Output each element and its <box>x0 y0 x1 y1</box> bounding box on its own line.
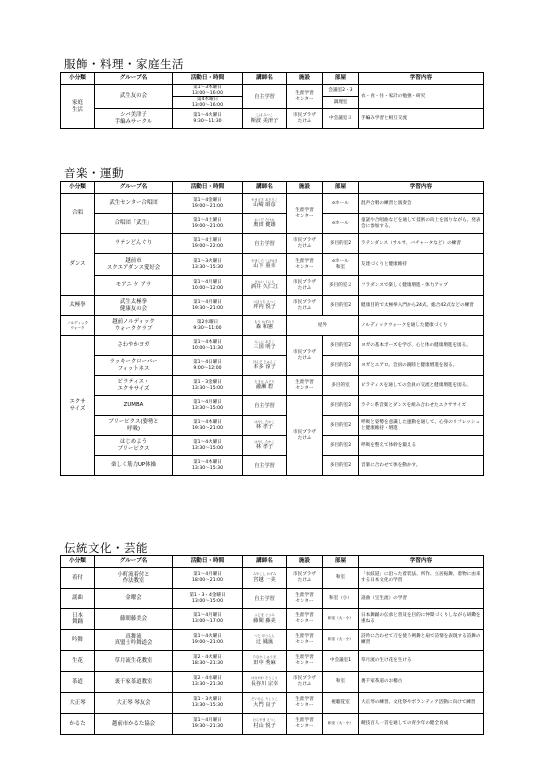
instructor-ruby: はせがわ そうこう <box>251 676 278 681</box>
instructor <box>243 672 287 693</box>
group-name: ラテンどんぐり <box>95 234 173 254</box>
section-title: 音楽・運動 <box>64 166 124 180</box>
content: 日本舞踊の伝承と普及を目的に仲間づくりしながら研鑽を重ねる <box>359 609 484 630</box>
instructor-ruby: もり かずのり <box>254 319 275 324</box>
instructor <box>243 609 287 630</box>
instructor <box>243 436 287 456</box>
section-title: 伝統文化・芸能 <box>64 541 148 555</box>
instructor-ruby: おくだ たけお <box>254 217 275 222</box>
instructor-name: 田中 秀麻 <box>253 659 276 666</box>
table-row <box>61 376 484 396</box>
schedule-time: 第1・3・4金曜日 13:00～15:00 <box>173 589 243 609</box>
table-row <box>61 456 484 476</box>
instructor <box>243 336 287 356</box>
schedule-time: 第1・3火曜日 13:30～15:30 <box>173 693 243 714</box>
instructor-name: 林 孝子 <box>255 444 274 451</box>
col-header: 小分類 <box>61 73 95 85</box>
content: 手編み学習と相互交流 <box>359 109 484 129</box>
facility: 生涯学習 センター <box>287 609 323 630</box>
instructor-name: 三国 明子 <box>253 344 276 351</box>
instructor-name: 大門 良子 <box>253 701 276 708</box>
facility: 市民プラザ たけふ <box>287 234 323 254</box>
table-row <box>61 336 484 356</box>
room: 多目的室 <box>323 376 359 396</box>
table-row <box>61 672 484 693</box>
facility: 市民プラザ たけふ <box>287 396 323 476</box>
category-cell: 生花 <box>61 651 95 672</box>
content: 健康目的で太極拳入門から24式、総合42式などの練習 <box>359 296 484 316</box>
facility: 市民プラザ たけふ <box>287 109 323 129</box>
facility: 生涯学習 センター <box>287 376 323 396</box>
instructor-name: 瀧瀬 碧 <box>255 384 274 391</box>
category-cell: 吟舞 <box>61 630 95 651</box>
schedule-time: 第1～4金曜日 19:00～21:00 <box>173 194 243 214</box>
table-row <box>61 589 484 609</box>
table-row <box>61 296 484 316</box>
instructor-ruby: はやし たかこ <box>254 419 275 424</box>
schedule-time: 第2・4水曜日 13:30～21:30 <box>173 672 243 693</box>
group-name: ZUMBA <box>95 396 173 416</box>
table-row <box>61 234 484 254</box>
content: 競技百人一首を通しての青少年の健全育成 <box>359 714 484 735</box>
facility: 屋外 <box>287 316 359 336</box>
table-row <box>61 396 484 416</box>
schedule-table <box>60 72 484 129</box>
content: ヨガの基本ポーズを学び、心と体の健康増進を図る。 <box>359 336 484 356</box>
content: 友達づくりと健康維持 <box>359 254 484 276</box>
instructor <box>243 630 287 651</box>
room: 和室（小） <box>323 589 359 609</box>
room: eホール <box>323 214 359 234</box>
schedule-time: 第1～4月曜日 19:30～21:00 <box>173 296 243 316</box>
instructor-ruby: たきせ みどり <box>254 379 275 384</box>
facility: 生涯学習 センター <box>287 630 323 651</box>
instructor <box>243 194 287 214</box>
group-name: 小町流着付と 作法教室 <box>95 568 173 589</box>
facility: 市民プラザ たけふ <box>287 296 323 316</box>
table-row <box>61 85 484 97</box>
instructor-ruby: つぼうち えつこ <box>252 299 277 304</box>
instructor-name: 奥田 健雄 <box>253 222 276 229</box>
table-row <box>61 276 484 296</box>
table-row <box>61 651 484 672</box>
table-row <box>61 416 484 436</box>
table-header <box>61 73 484 85</box>
col-header: 学習内容 <box>359 73 484 85</box>
instructor-name: 宮越 一美 <box>253 576 276 583</box>
category-cell: エクサ サイズ <box>61 336 95 476</box>
instructor <box>243 254 287 276</box>
facility: 市民プラザ たけふ <box>287 276 323 296</box>
category-cell: 日本 舞踊 <box>61 609 95 630</box>
content: 大正琴の練習。文化祭やボランティア活動に向けて練習 <box>359 693 484 714</box>
schedule-time: 第4木曜日 13:00～16:00 <box>173 97 243 109</box>
col-header: 活動日・時間 <box>173 182 243 194</box>
instructor <box>243 356 287 376</box>
group-name: ラッキークローバー フィットネス <box>95 356 173 376</box>
schedule-time: 第1～4日曜日 9:00～12:00 <box>173 356 243 376</box>
room: 視聴覚室 <box>323 693 359 714</box>
col-header: 講師名 <box>243 73 287 85</box>
schedule-time: 第1～4土曜日 19:00～22:00 <box>173 234 243 254</box>
room: 調理室 <box>323 97 359 109</box>
col-header: 施設 <box>287 556 323 568</box>
content: 呼吸と姿勢を意識した運動を通して、心身のリフレッシュと健康維持・増進 <box>359 416 484 436</box>
room: 和室 <box>323 672 359 693</box>
group-name: 越前ノルディック ウォーククラブ <box>95 316 173 336</box>
group-name: ピラティス・ エクササイズ <box>95 376 173 396</box>
room: eホール <box>323 194 359 214</box>
category-cell: 謡曲 <box>61 589 95 609</box>
schedule-time: 第1～4土曜日 19:00～21:00 <box>173 214 243 234</box>
category-cell: 茶道 <box>61 672 95 693</box>
instructor-name: 林 孝子 <box>255 424 274 431</box>
instructor-ruby: みやこし かずみ <box>252 572 277 577</box>
instructor-name: 斯波 美津子 <box>250 117 279 124</box>
schedule-time: 第2・4火曜日 18:30～21:30 <box>173 651 243 672</box>
room: 多目的室2 <box>323 396 359 416</box>
col-header: 活動日・時間 <box>173 73 243 85</box>
group-name: 武生友の会 <box>95 85 173 109</box>
col-header: 部屋 <box>323 182 359 194</box>
schedule-time: 第2水曜日 9:30～11:00 <box>173 316 243 336</box>
category-cell: 合唱 <box>61 194 95 234</box>
group-name: 越前市 スクエアダンス愛好会 <box>95 254 173 276</box>
col-header: グループ名 <box>95 73 173 85</box>
group-name: 武生太極拳 健康友の会 <box>95 296 173 316</box>
col-header: 小分類 <box>61 556 95 568</box>
table-header <box>61 182 484 194</box>
group-name: 楽しく筋力UP体操 <box>95 456 173 476</box>
room: 会議室2・3 <box>323 85 359 97</box>
room: 中会議室３ <box>323 109 359 129</box>
schedule-time: 第1～4木曜日 13:30～15:30 <box>173 456 243 476</box>
instructor <box>243 276 287 296</box>
room: 多目的室2 <box>323 356 359 376</box>
group-name: さわやかヨガ <box>95 336 173 356</box>
instructor-ruby: やました しげゆき <box>251 258 278 263</box>
schedule-time: 第1・3金曜日 13:30～15:00 <box>173 376 243 396</box>
category-cell: かるた <box>61 714 95 735</box>
content: 謡曲（宝生流）の学習 <box>359 589 484 609</box>
facility: 生涯学習 センター <box>287 589 323 609</box>
content: 混声合唱の練習と演奏会 <box>359 194 484 214</box>
content: 呼吸を整えて体幹を鍛える <box>359 436 484 456</box>
instructor-name: 坪内 悦子 <box>253 304 276 311</box>
room: 和室（大・小） <box>323 714 359 735</box>
room: 多目的室2 <box>323 436 359 456</box>
facility: 市民プラザ たけふ <box>287 336 323 376</box>
category-cell: ノルディック ウォーク <box>61 316 95 336</box>
room: 多目的室２ <box>323 276 359 296</box>
instructor-ruby: みくに あきこ <box>254 339 275 344</box>
schedule-time: 第1～4火曜日 13:30～15:00 <box>173 436 243 456</box>
group-name: シバ美津子 手編みサークル <box>95 109 173 129</box>
instructor-ruby: つじ ほうらん <box>254 634 275 639</box>
content: ラテンダンス（サルサ、バチャータなど）の練習 <box>359 234 484 254</box>
instructor-ruby: たなか しゅうま <box>252 655 277 660</box>
facility: 生涯学習 センター <box>287 651 323 672</box>
instructor: 自主学習 <box>243 456 287 476</box>
category-cell: 大正琴 <box>61 693 95 714</box>
instructor-ruby: ほんだ じゅんこ <box>252 359 277 364</box>
instructor-ruby: むらやま えつこ <box>252 718 277 723</box>
content: ラテン系音楽とダンスを組み合わせたエクササイズ <box>359 396 484 416</box>
content: ノルディックウォークを通した健康づくり <box>359 316 484 336</box>
schedule-table <box>60 181 484 476</box>
room: 多目的室2 <box>323 234 359 254</box>
col-header: 施設 <box>287 182 323 194</box>
col-header: 施設 <box>287 73 323 85</box>
instructor <box>243 714 287 735</box>
instructor <box>243 316 287 336</box>
instructor-ruby: はやし たかこ <box>254 439 275 444</box>
schedule-time: 第1～4木曜日 19:30～21:00 <box>173 416 243 436</box>
instructor-ruby: しば みつこ <box>256 113 273 118</box>
room: eホール 和室 <box>323 254 359 276</box>
instructor: 自主学習 <box>243 85 287 109</box>
table-row <box>61 436 484 456</box>
content: 「衣紋道」に沿った着装法、所作、立居振舞、着物に由来する日本文化の学習 <box>359 568 484 589</box>
room: 多目的室2 <box>323 416 359 436</box>
instructor <box>243 651 287 672</box>
col-header: 学習内容 <box>359 182 484 194</box>
group-name: モアニ ケ アラ <box>95 276 173 296</box>
content: 詩吟に合わせて刀を使う剣舞と扇で詩情を表現する詩舞の練習 <box>359 630 484 651</box>
col-header: グループ名 <box>95 556 173 568</box>
schedule-time: 第1～4木曜日 10:00～11:30 <box>173 336 243 356</box>
section-title: 服飾・料理・家庭生活 <box>64 57 184 71</box>
schedule-time: 第1～4月曜日 13:30～15:00 <box>173 396 243 416</box>
instructor-ruby: ふじま とうみ <box>254 613 275 618</box>
instructor <box>243 296 287 316</box>
room: 多目的室2 <box>323 456 359 476</box>
instructor <box>243 416 287 436</box>
instructor-name: 山崎 昭彦 <box>253 202 276 209</box>
content: ヨガとエアロ。会員の親睦と健康増進を図る。 <box>359 356 484 376</box>
schedule-time: 第1～3火曜日 13:30～15:30 <box>173 254 243 276</box>
table-row <box>61 316 484 336</box>
table-row <box>61 568 484 589</box>
facility: 生涯学習 センター <box>287 85 323 109</box>
group-name: 合唱団「武生」 <box>95 214 173 234</box>
room: 和室（大・小） <box>323 609 359 630</box>
instructor-name: 本多 淳子 <box>253 364 276 371</box>
col-header: 部屋 <box>323 556 359 568</box>
table-row <box>61 693 484 714</box>
schedule-time: 第1～3木曜日 13:00～16:00 <box>173 85 243 97</box>
category-cell: 着付 <box>61 568 95 589</box>
table-row <box>61 109 484 129</box>
instructor-name: 村山 悦子 <box>253 722 276 729</box>
content: 裏千家茶道のお稽古 <box>359 672 484 693</box>
schedule-time: 第1～4火曜日 9:30～11:30 <box>173 109 243 129</box>
room: 中会議室1 <box>323 651 359 672</box>
instructor-ruby: やまざき あきひこ <box>251 197 278 202</box>
instructor <box>243 109 287 129</box>
col-header: 学習内容 <box>359 556 484 568</box>
table-row <box>61 356 484 376</box>
content: フラダンスで楽しく健康増進・体力アップ <box>359 276 484 296</box>
facility: 生涯学習 センター <box>287 693 323 714</box>
table-row <box>61 214 484 234</box>
group-name: 真舞流 真盟士吟舞道会 <box>95 630 173 651</box>
instructor-name: 森 和憲 <box>255 324 274 331</box>
room: 和室 <box>323 568 359 589</box>
instructor: 自主学習 <box>243 396 287 416</box>
schedule-table <box>60 555 484 735</box>
content: 童謡や合唱曲などを通して技術の向上を図りながら、発表会に参加する。 <box>359 214 484 234</box>
room: 多目的室2 <box>323 296 359 316</box>
col-header: 小分類 <box>61 182 95 194</box>
group-name: 藤間藤美会 <box>95 609 173 630</box>
group-name: 裏千家茶道教室 <box>95 672 173 693</box>
table-row <box>61 609 484 630</box>
instructor-name: 長谷川 宗幸 <box>250 680 279 687</box>
facility: 生涯学習 センター <box>287 254 323 276</box>
instructor-name: 山下 重幸 <box>253 263 276 270</box>
facility: 市民プラザ たけふ <box>287 672 323 693</box>
col-header: 活動日・時間 <box>173 556 243 568</box>
content: 音楽に合わせて体を動かす。 <box>359 456 484 476</box>
room: 多目的室2 <box>323 336 359 356</box>
facility: 生涯学習 センター <box>287 714 323 735</box>
content: ピラティスを通しての会員の交流と健康増進を図る。 <box>359 376 484 396</box>
group-name: 金曜会 <box>95 589 173 609</box>
category-cell: 家庭 生活 <box>61 85 95 129</box>
category-cell: 太極拳 <box>61 296 95 316</box>
instructor-name: 酒井 久仁江 <box>250 284 279 291</box>
instructor <box>243 693 287 714</box>
group-name: はじめよう ブリーピクス <box>95 436 173 456</box>
col-header: グループ名 <box>95 182 173 194</box>
schedule-time: 第1～4月曜日 10:00～12:00 <box>173 276 243 296</box>
schedule-time: 第1～4月曜日 18:00～21:00 <box>173 568 243 589</box>
table-row <box>61 714 484 735</box>
instructor-ruby: だいもん りょうこ <box>251 697 278 702</box>
schedule-time: 第1～4火曜日 19:00～21:00 <box>173 630 243 651</box>
group-name: 大正琴 琴友会 <box>95 693 173 714</box>
group-name: ブリーピクス(姿勢と 呼吸) <box>95 416 173 436</box>
table-row <box>61 254 484 276</box>
col-header: 講師名 <box>243 182 287 194</box>
instructor-ruby: さかい くにえ <box>254 279 275 284</box>
col-header: 部屋 <box>323 73 359 85</box>
schedule-time: 第1～4月曜日 19:30～21:30 <box>173 714 243 735</box>
facility: 生涯学習 センター <box>287 194 323 234</box>
group-name: 草月流生花教室 <box>95 651 173 672</box>
col-header: 講師名 <box>243 556 287 568</box>
table-row <box>61 194 484 214</box>
instructor: 自主学習 <box>243 234 287 254</box>
instructor: 自主学習 <box>243 589 287 609</box>
schedule-time: 第1～4月曜日 13:00～17:00 <box>173 609 243 630</box>
content: 衣・食・住・家計の勉強・研究 <box>359 85 484 109</box>
group-name: 武生センター合唱団 <box>95 194 173 214</box>
content: 草月流の生け花を生ける <box>359 651 484 672</box>
group-name: 越前市かるた協会 <box>95 714 173 735</box>
table-row <box>61 630 484 651</box>
instructor <box>243 376 287 396</box>
instructor <box>243 568 287 589</box>
room: 和室（大・小） <box>323 630 359 651</box>
table-header <box>61 556 484 568</box>
category-cell: ダンス <box>61 234 95 296</box>
instructor <box>243 214 287 234</box>
instructor-name: 辻 鳳嵐 <box>255 638 274 645</box>
instructor-name: 藤間 藤美 <box>253 617 276 624</box>
facility: 市民プラザ たけふ <box>287 568 323 589</box>
